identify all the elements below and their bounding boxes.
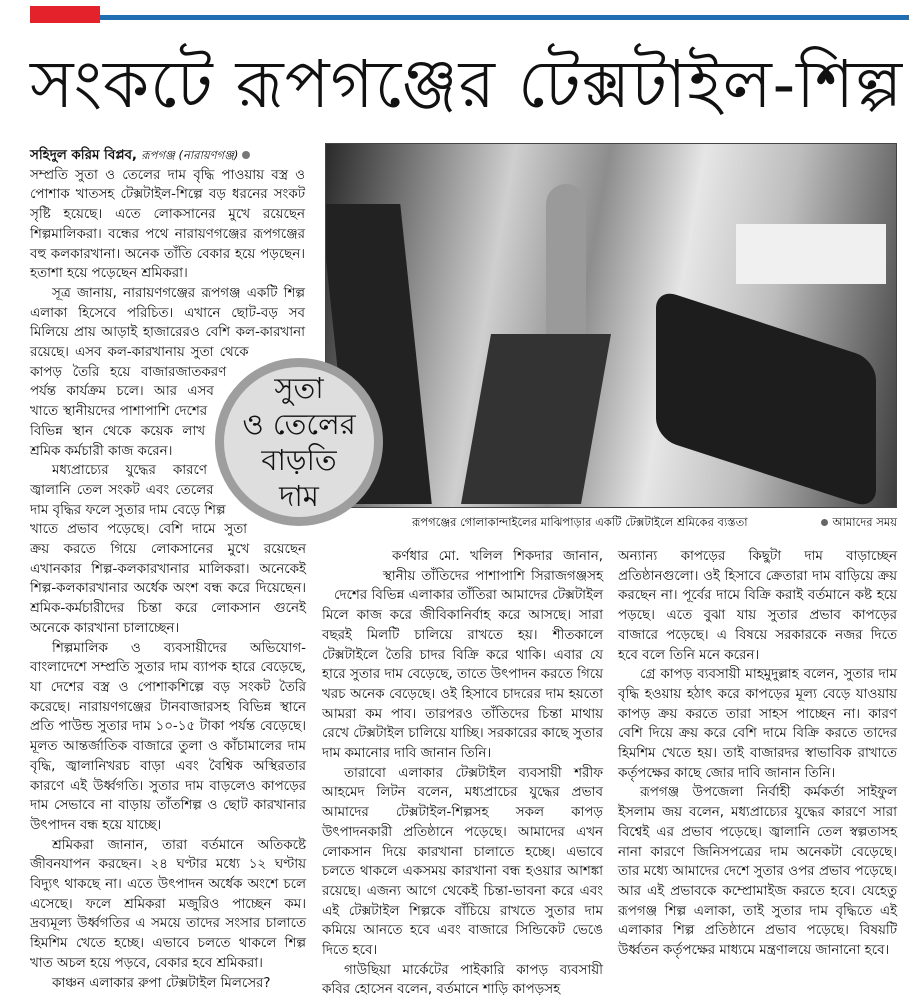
paragraph: গ্রে কাপড় ব্যবসায়ী মাহমুদুল্লাহ বলেন, সুতার দাম বৃদ্ধি হওয়ায় হঠাৎ করে কাপড়ের মূল্য বেড়ে যাওয়ায় কাপড় ক্রয় করতে তারা সাহস পাচ্ছেন না। কারণ বেশি দিয়ে ক্রয় করে বেশি দামে বিক্রি করতে তাদের হিমশিম খেতে হয়। তাই বাজারদর স্বাভাবিক রাখাতে কর্তৃপক্ষের কাছে জোর দাবি জানান তিনি। bbox=[618, 667, 897, 781]
paragraph: তারাবো এলাকার টেক্সটাইল ব্যবসায়ী শরীফ আহমেদ লিটন বলেন, মধ্যপ্রাচের যুদ্ধের প্রভাব আমাদের টেক্সটাইল-শিল্পসহ সকল কাপড় উৎপাদনকারী প্রতিষ্ঠানে পড়েছে। আমাদের এখন লোকসান দিয়ে কারখানা চালাতে হচ্ছে। এভাবে চলতে থাকলে একসময় কারখানা বন্ধ হওয়ার আশঙ্কা রয়েছে। এজন্য আগে থেকেই চিন্তা-ভাবনা করে এবং এই টেক্সটাইল শিল্পকে বাঁচিয়ে রাখতে সুতার দাম কমিয়ে আনতে হবে এবং বাজারে সিন্ডিকেট ভেঙে দিতে হবে। bbox=[322, 765, 603, 959]
photo-window bbox=[736, 224, 886, 284]
pull-quote-circle bbox=[215, 358, 383, 526]
pull-quote-line: ও তেলের bbox=[242, 407, 356, 441]
paragraph: শ্রমিকরা জানান, তারা বর্তমানে অতিকষ্টে জীবনযাপন করছেন। ২৪ ঘণ্টার মধ্যে ১২ ঘণ্টায় বিদ্যুৎ থাকছে না। এতে উৎপাদন অর্ধেক অংশে চলে এসেছে। ফলে শ্রমিকরা মজুরিও পাচ্ছেন কম। দ্রব্যমূল্য উর্ধ্বগতির এ সময়ে তাদের সংসার চালাতে হিমশিম খেতে হচ্ছে। এভাবে চলতে থাকলে শিল্প খাত অচল হয়ে পড়বে, বেকার হবে শ্রমিকরা। bbox=[30, 837, 306, 971]
bullet-icon bbox=[242, 151, 250, 159]
paragraph: কাঞ্চন এলাকার রুপা টেক্সটাইল মিলসের? bbox=[52, 975, 271, 991]
photo-loom-machine bbox=[656, 288, 876, 508]
caption-text: রূপগঞ্জের গোলাকান্দাইলের মাঝিপাড়ার একটি টেক্সটাইলে শ্রমিকের ব্যস্ততা bbox=[412, 515, 748, 529]
photo-caption bbox=[412, 514, 897, 530]
pull-quote-wrap-spacer bbox=[305, 146, 306, 352]
paragraph: শিল্পমালিক ও ব্যবসায়ীদের অভিযোগ- বাংলাদেশে সম্প্রতি সুতার দাম ব্যাপক হারে বেড়েছে, যা দেশের বস্ত্র ও পোশাকশিল্পে বড় সংকট তৈরি করেছে। নারায়ণগঞ্জের টানবাজারসহ বিভিন্ন স্থানে প্রতি পাউন্ড সুতার দাম ১০-১৫ টাকা পর্যন্ত বেড়েছে। মূলত আন্তর্জাতিক বাজারে তুলা ও কাঁচামালের দাম বৃদ্ধি, জ্বালানিখরচ বাড়া এবং বৈশ্বিক অস্থিরতার কারণে এই উর্ধ্বগতি। সুতার দাম বাড়লেও কাপড়ের দাম সেভাবে না বাড়ায় তাঁতশিল্প ও ছোট কারখানার উৎপাদন বন্ধ হয়ে যাচ্ছে। bbox=[30, 640, 306, 833]
article-column-2 bbox=[322, 547, 603, 1000]
paragraph: অন্যান্য কাপড়ের কিছুটা দাম বাড়াচ্ছেন প্রতিষ্ঠানগুলো। ওই হিসাবে ক্রেতারা দাম বাড়িয়ে ক্রয় করছেন না। পূর্বের দামে বিক্রি করাই বর্তমানে কষ্ট হয়ে পড়ছে। এতে বুঝা যায় সুতার প্রভাব কাপড়ের বাজারে পড়েছে। এ বিষয়ে সরকারকে নজর দিতে হবে বলে তিনি মনে করেন। bbox=[618, 549, 897, 663]
article-column-3 bbox=[618, 547, 897, 961]
paragraph: সম্প্রতি সুতা ও তেলের দাম বৃদ্ধি পাওয়ায় বস্ত্র ও পোশাক খাতসহ টেক্সটাইল-শিল্পে বড় ধরনের সংকট সৃষ্টি হয়েছে। এতে লোকসানের মুখে রয়েছেন শিল্পমালিকরা। বন্ধের পথে নারায়ণগঞ্জের রূপগঞ্জের বহু কলকারখানা। অনেক তাঁতি বেকার হয়ে পড়ছেন। হতাশা হয়ে পড়েছেন শ্রমিকরা। bbox=[30, 167, 305, 282]
credit-text: আমাদের সময় bbox=[832, 515, 897, 529]
author-location: রূপগঞ্জ (নারায়ণগঞ্জ) bbox=[141, 148, 239, 162]
paragraph: রূপগঞ্জ উপজেলা নির্বাহী কর্মকর্তা সাইফুল ইসলাম জয় বলেন, মধ্যপ্রাচ্যের যুদ্ধের কারণে সারা বিশ্বেই এর প্রভাব পড়েছে। জ্বালানি তেল স্বল্পতাসহ নানা কারণে জিনিসপত্রের দাম অনেকটা বেড়েছে। তার মধ্যে আমাদের দেশে সুতার ওপর প্রভাব পড়েছে। আর এই প্রভাবকে কম্প্রোমাইজ করতে হবে। যেহেতু রূপগঞ্জ শিল্প এলাকা, তাই সুতার দাম বৃদ্ধিতে এই এলাকার শিল্প প্রতিষ্ঠানে প্রভাব পড়েছে। বিষয়টি উর্ধ্বতন কর্তৃপক্ষের মাধ্যমে মন্ত্রণালয়ে জানানো হবে। bbox=[618, 785, 897, 959]
paragraph: কর্ণধার মো. খলিল শিকদার জানান, স্থানীয় তাঁতিদের পাশাপাশি সিরাজগঞ্জসহ দেশের বিভিন্ন এলাকার তাঁতিরা আমাদের টেক্সটাইল মিলে কাজ করে জীবিকানির্বাহ করে আসছে। সারা বছরই মিলটি চালিয়ে রাখতে হয়। শীতকালে টেক্সটাইলে তৈরি চাদর বিক্রি করে থাকি। এবার যে হারে সুতার দাম বেড়েছে, তাতে উৎপাদন করতে গিয়ে খরচ অনেক বেড়েছে। ওই হিসাবে চাদরের দাম হয়তো আমরা কম পাব। তারপরও তাঁতিদের চিন্তা মাথায় রেখে টেক্সটাইল চালিয়ে যাচ্ছি। সরকারের কাছে সুতার দাম কমানোর দাবি জানান তিনি। bbox=[322, 549, 603, 762]
author-name: সহিদুল করিম বিপ্লব, bbox=[30, 148, 138, 163]
section-color-tab bbox=[30, 6, 100, 23]
paragraph: সূত্র জানায়, নারায়ণগঞ্জের রূপগঞ্জ একটি শিল্প এলাকা হিসেবে পরিচিত। এখানে ছোট-বড় সব মিলিয়ে প্রায় আড়াই হাজারেরও বেশি কল-কারখানা রয়েছে। এসব কল-কারখানায় সুতা থেকে কাপড় তৈরি হয়ে বাজারজাতকরণ পর্যন্ত কার্যক্রম চলে। আর এসব খাতে স্থানীয়দের পাশাপাশি দেশের বিভিন্ন স্থান থেকে কয়েক লাখ শ্রমিক কর্মচারী কাজ করেন। bbox=[30, 285, 305, 459]
photo-credit bbox=[821, 514, 897, 530]
pull-quote-line: বাড়তি bbox=[261, 443, 337, 477]
photo-loom bbox=[461, 334, 611, 504]
article-column-1 bbox=[30, 146, 306, 993]
bullet-icon bbox=[821, 519, 828, 526]
paragraph: গাউছিয়া মার্কেটের পাইকারি কাপড় ব্যবসায়ী কবির হোসেন বলেন, বর্তমানে শাড়ি কাপড়সহ bbox=[322, 962, 603, 998]
byline bbox=[30, 146, 306, 166]
pull-quote-line: সুতা bbox=[274, 371, 324, 405]
paragraph: মধ্যপ্রাচ্যের যুদ্ধের কারণে জ্বালানি তেল সংকট এবং তেলের দাম বৃদ্ধির ফলে সুতার দাম বেড়ে শিল্প খাতে প্রভাব পড়েছে। বেশি দামে সুতা ক্রয় করতে গিয়ে লোকসানের মুখে রয়েছেন এখানকার শিল্প-কলকারখানার মালিকরা। অনেকেই শিল্প-কলকারখানার অর্ধেক অংশ বন্ধ করে দিয়েছেন। শ্রমিক-কর্মচারীদের চিন্তা করে লোকসান গুনেই অনেকে কারখানা চালাচ্ছেন। bbox=[30, 463, 306, 636]
article-photo bbox=[325, 143, 897, 508]
pull-quote-line: দাম bbox=[279, 479, 319, 513]
header-rule bbox=[100, 15, 909, 20]
headline: সংকটে রূপগঞ্জের টেক্সটাইল-শিল্প bbox=[30, 46, 904, 123]
pull-quote-wrap-space bbox=[322, 547, 392, 587]
